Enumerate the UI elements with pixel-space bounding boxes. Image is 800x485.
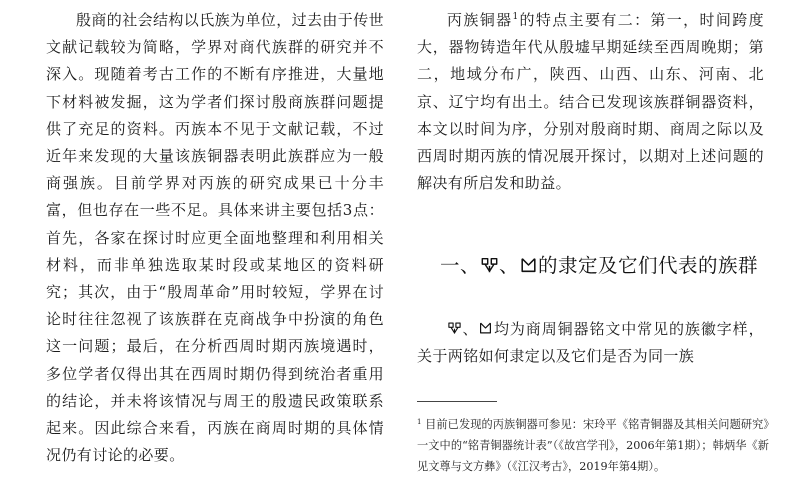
body-paragraph-intro: [417, 7, 764, 197]
footnote-marker: 1: [417, 418, 422, 426]
heading-prefix: 一、: [440, 254, 481, 277]
heading-rest: 的隶定及它们代表的族群: [538, 254, 759, 277]
intro-lead: 丙族铜器: [447, 11, 513, 29]
clan-emblem-glyph-icon: [478, 321, 493, 335]
bing-clan-glyph-icon: [480, 256, 499, 274]
section-heading: [440, 250, 780, 278]
footnote: [417, 414, 769, 477]
footnote-ref-marker: 1: [512, 12, 519, 22]
left-column: [46, 0, 384, 469]
clan-emblem-glyph-icon: [519, 256, 538, 274]
intro-rest: 的特点主要有二：第一，时间跨度大，器物铸造年代从殷墟早期延续至西周晚期；第二，地域分布广，陕西、山西、山东、河南、北京、辽宁均有出土。结合已发现该族群铜器资料，本文以时间为序，分别对殷商时期、商周之际以及西周时期丙族的情况展开探讨，以期对上述问题的解决有所启发和助益。: [417, 11, 764, 193]
footnote-text: 目前已发现的丙族铜器可参见：宋玲平《铭青铜器及其相关问题研究》一文中的“铭青铜器统计表”（《故宫学刊》，2006年第1期）；韩炳华《新见文尊与文方彝》（《江汉考古》，2019年第4期）。: [417, 418, 770, 473]
body-paragraph-glyphs: [417, 316, 764, 370]
heading-separator: 、: [499, 254, 520, 277]
para2-rest: 均为商周铜器铭文中常见的族徽字样，关于两铭如何隶定以及它们是否为同一族: [417, 320, 764, 366]
footnote-divider: [417, 401, 497, 402]
body-paragraph-left: 殷商的社会结构以氏族为单位，过去由于传世文献记载较为简略，学界对商代族群的研究并不深入。现随着考古工作的不断有序推进，大量地下材料被发掘，这为学者们探讨殷商族群问题提供了充足的资料。丙族本不见于文献记载，不过近年来发现的大量该族铜器表明此族群应为一般商强族。目前学界对丙族的研究成果已十分丰富，但也存在一些不足。具体来讲主要包括3点：首先，各家在探讨时应更全面地整理和利用相关材料，而非单独选取某时段或某地区的资料研究；其次，由于“殷周革命”用时较短，学界在讨论时往往忽视了该族群在克商战争中扮演的角色这一问题；最后，在分析西周时期丙族境遇时，多位学者仅得出其在西周时期仍得到统治者重用的结论，并未将该情况与周王的殷遗民政策联系起来。因此综合来看，丙族在商周时期的具体情况仍有讨论的必要。: [46, 11, 385, 465]
right-column: [417, 0, 764, 197]
para2-separator: 、: [462, 320, 479, 338]
bing-clan-glyph-icon: [447, 321, 462, 335]
